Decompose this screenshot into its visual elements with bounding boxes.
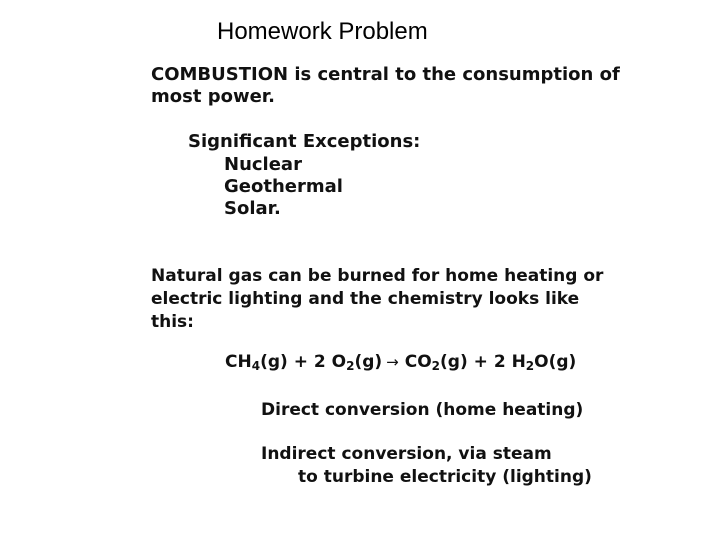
exceptions-block <box>188 131 420 153</box>
natural-gas-line-1: Natural gas can be burned for home heating or <box>151 266 604 286</box>
indirect-conversion-line-1: Indirect conversion, via steam <box>261 444 552 464</box>
water-subscript: 2 <box>525 359 535 373</box>
combustion-paragraph <box>151 64 620 108</box>
exceptions-list <box>224 154 343 220</box>
product-middle: (g) + 2 H <box>440 352 526 372</box>
indirect-conversion <box>261 443 592 489</box>
water-state: O(g) <box>534 352 577 372</box>
direct-conversion-line: Direct conversion (home heating) <box>261 400 584 420</box>
indirect-conversion-line-2: to turbine electricity (lighting) <box>298 467 592 487</box>
reactant-middle: (g) + 2 O <box>260 352 347 372</box>
combustion-equation <box>225 352 576 372</box>
methane-subscript: 4 <box>251 359 261 373</box>
natural-gas-line-3: this: <box>151 312 194 332</box>
natural-gas-paragraph <box>151 265 603 334</box>
slide-title: Homework Problem <box>217 18 428 45</box>
exception-item-geothermal: Geothermal <box>224 176 343 197</box>
exceptions-heading: Significant Exceptions: <box>188 131 421 152</box>
oxygen-state: (g) <box>354 352 383 372</box>
exception-item-nuclear: Nuclear <box>224 154 302 175</box>
exception-item-solar: Solar. <box>224 198 281 219</box>
reaction-arrow-icon: → <box>386 353 399 371</box>
direct-conversion <box>261 399 583 421</box>
carbon-dioxide-formula: CO <box>404 352 432 372</box>
combustion-line-1: COMBUSTION is central to the consumption of <box>151 64 620 85</box>
methane-formula: CH <box>225 352 252 372</box>
combustion-line-2: most power. <box>151 86 275 107</box>
carbon-dioxide-subscript: 2 <box>431 359 441 373</box>
oxygen-subscript: 2 <box>346 359 355 373</box>
natural-gas-line-2: electric lighting and the chemistry looks like <box>151 289 580 309</box>
